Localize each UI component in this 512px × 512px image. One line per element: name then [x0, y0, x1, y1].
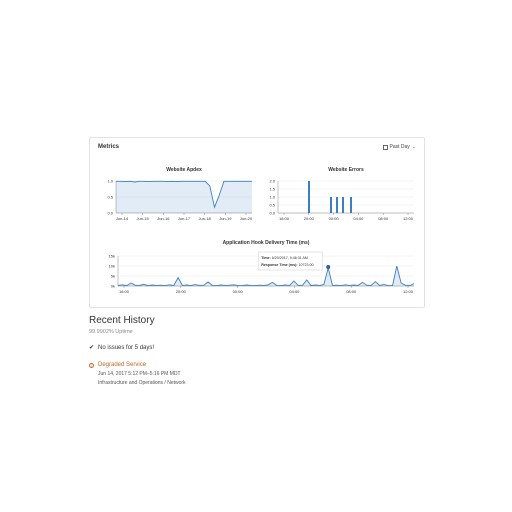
y-tick-label: 2.0	[269, 178, 275, 184]
x-tick-label: 12:00	[402, 216, 414, 221]
y-tick-label: 0.5	[107, 194, 113, 200]
warning-icon: !	[90, 362, 93, 368]
x-tick-label: Jun-15	[136, 216, 149, 221]
x-tick-label: Jun-20	[239, 216, 253, 221]
x-tick-label: Jun-16	[157, 216, 170, 221]
incident-title-link[interactable]	[89, 362, 429, 368]
recent-history	[89, 315, 429, 386]
history-title: Recent History	[89, 315, 155, 326]
x-tick-label: Jun-18	[198, 216, 211, 221]
tooltip-time	[261, 256, 308, 260]
x-tick-label: 00:00	[232, 289, 243, 294]
x-tick-label: 16:00	[278, 216, 290, 221]
chart-title: Application Hook Delivery Time (ms)	[222, 240, 310, 246]
error-bar	[330, 197, 332, 213]
uptime-text: 99.9902% Uptime	[89, 329, 133, 335]
check-icon: ✔	[89, 345, 95, 351]
apdex-chart	[100, 163, 260, 225]
error-bar	[308, 181, 310, 213]
chevron-down-icon: ⌄	[411, 144, 416, 150]
y-tick-label: 1.0	[269, 194, 275, 200]
x-tick-label: 16:00	[118, 289, 130, 294]
calendar-icon	[383, 145, 388, 150]
component-name: Network	[167, 380, 186, 386]
x-tick-label: 04:00	[289, 289, 300, 294]
error-bar	[336, 197, 338, 213]
hover-point	[326, 265, 330, 269]
errors-chart	[262, 163, 422, 225]
x-tick-label: 20:00	[303, 216, 314, 221]
tooltip-box	[258, 252, 322, 270]
component-group: Infrastructure and Operations	[98, 380, 164, 386]
no-issues-row	[89, 344, 429, 351]
x-tick-label: 08:00	[378, 216, 389, 221]
no-issues-text: No issues for 5 days!	[98, 344, 155, 351]
series-area	[116, 181, 252, 213]
component-separator: /	[163, 380, 168, 386]
tooltip-time-value: 6/20/2017, 9:46:31 AM	[271, 256, 308, 260]
y-tick-label: 0.0	[269, 210, 275, 216]
y-tick-label: 5k	[110, 273, 115, 279]
x-tick-label: 04:00	[353, 216, 364, 221]
x-tick-label: Jun-14	[115, 216, 129, 221]
x-tick-label: 20:00	[175, 289, 186, 294]
chart-title: Website Errors	[328, 167, 364, 173]
error-bar	[342, 197, 344, 213]
x-tick-label: 08:00	[346, 289, 357, 294]
tooltip-time-label: Time:	[261, 256, 272, 260]
tooltip-response-value: 10723.00	[298, 263, 314, 267]
metrics-title: Metrics	[98, 144, 120, 150]
tooltip-response-label: Response Time (ms):	[261, 263, 299, 267]
range-dropdown[interactable]	[383, 144, 417, 150]
y-tick-label: 15k	[108, 253, 115, 259]
incident-component	[98, 380, 429, 386]
incident-time: Jun 14, 2017 5:12 PM–5:16 PM MDT	[98, 371, 181, 377]
chart-title: Website Apdex	[166, 167, 202, 173]
x-tick-label: Jun-19	[219, 216, 232, 221]
x-tick-label: 00:00	[328, 216, 339, 221]
incident	[89, 362, 429, 386]
y-tick-label: 1.5	[269, 186, 275, 192]
range-label: Past Day	[389, 144, 410, 150]
x-tick-label: 12:00	[402, 289, 414, 294]
y-tick-label: 1.0	[107, 178, 113, 184]
incident-title: Degraded Service	[98, 362, 147, 368]
y-tick-label: 10k	[108, 263, 115, 269]
error-bar	[350, 197, 352, 213]
hook-delivery-chart	[100, 236, 422, 298]
y-tick-label: 0.5	[269, 202, 275, 208]
x-tick-label: Jun-17	[177, 216, 191, 221]
y-tick-label: 0.0	[107, 210, 113, 216]
y-tick-label: 0k	[110, 283, 115, 289]
tooltip-response	[261, 263, 313, 267]
